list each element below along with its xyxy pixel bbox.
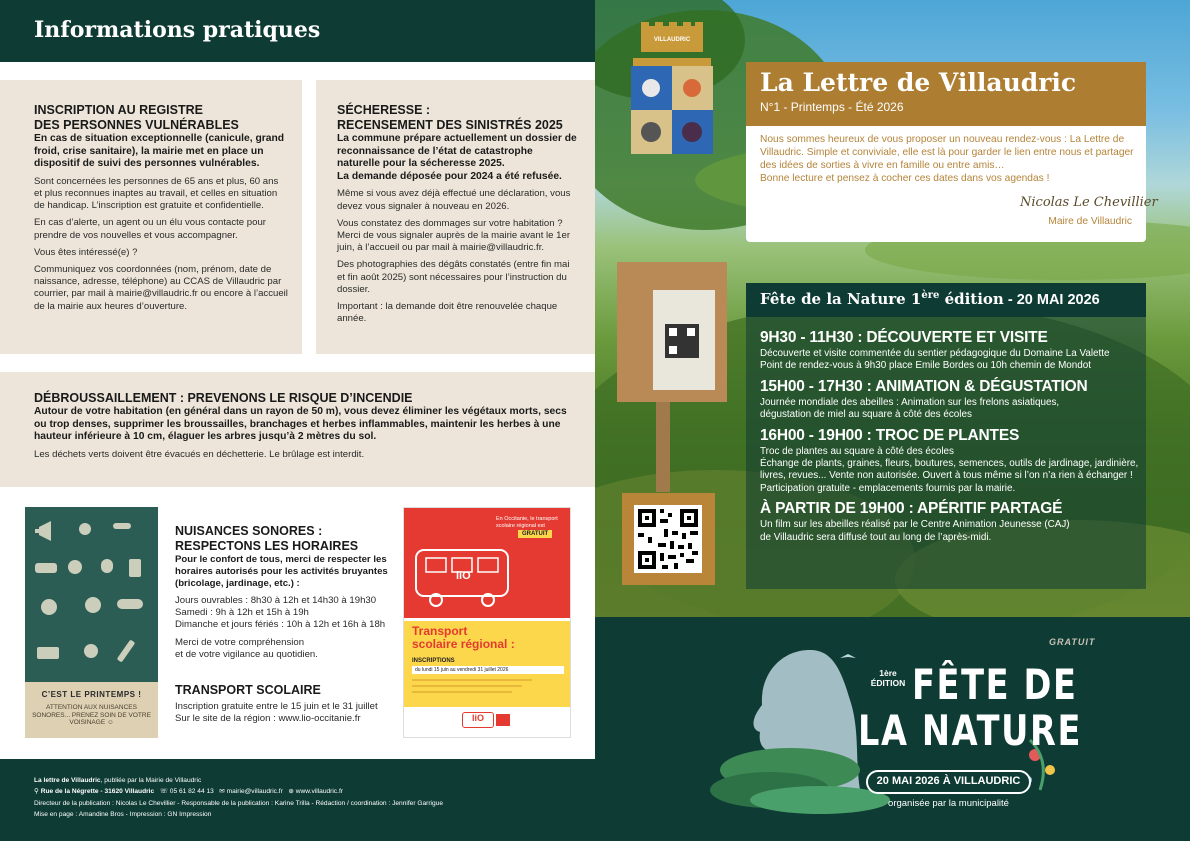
transport-p2: Sur le site de la région : www.lio-occitanie.fr: [175, 713, 361, 725]
secheresse-lead-1: La commune prépare actuellement un dossier de reconnaissance de l’état de catastrophe naturelle pour la sécheresse 2025.: [337, 133, 577, 170]
event-title: À PARTIR DE 19H00 : APÉRITIF PARTAGÉ: [760, 500, 1063, 518]
debroussaillement-p1: Les déchets verts doivent être évacués en déchetterie. Le brûlage est interdit.: [34, 448, 365, 460]
crest-name: VILLAUDRIC: [653, 37, 691, 43]
first-edition-number: 1ère: [879, 668, 897, 678]
secheresse-p2: Vous constatez des dommages sur votre habitation ? Merci de vous signaler auprès de la mairie avant le 1er juin, à l’accueil ou par mail à mairie@villaudric.fr.: [337, 217, 571, 254]
poster-title-1: Transport: [412, 624, 468, 638]
nuisances-banner-title: C’EST LE PRINTEMPS !: [41, 690, 142, 699]
registre-heading-1: INSCRIPTION AU REGISTRE: [34, 103, 203, 117]
fete-heading-edition: édition: [939, 290, 1004, 308]
nuisances-heading-2: RESPECTONS LES HORAIRES: [175, 539, 359, 553]
event-line: Troc de plantes au square à côté des écoles: [760, 445, 954, 457]
lettre-p2: Bonne lecture et pensez à cocher ces dates dans vos agendas !: [760, 172, 1050, 184]
debroussaillement-lead: Autour de votre habitation (en général dans un rayon de 50 m), vous devez éliminer les végétaux morts, secs ou trop denses, supprimer les broussailles, branchages et herbes inflammables, maintenir les herbes à une hauteur inférieure à 10 cm, élaguer les arbres jusqu’à 2 mètres du sol.: [34, 406, 567, 443]
lettre-title: La Lettre de Villaudric: [760, 68, 1077, 97]
nuisances-thanks-1: Merci de votre compréhension: [175, 636, 305, 648]
first-edition-label: ÉDITION: [870, 678, 906, 688]
page-title: Informations pratiques: [34, 17, 321, 43]
organise-text: organisée par la municipalité: [888, 798, 1009, 809]
footer-address: Rue de la Négrette - 31620 Villaudric: [40, 788, 155, 796]
secheresse-heading-2: RECENSEMENT DES SINISTRÉS 2025: [337, 118, 563, 132]
poster-free-badge: GRATUIT: [518, 530, 552, 538]
globe-icon: ⊕: [288, 788, 294, 796]
lettre-signature: Nicolas Le Chevillier: [1020, 195, 1158, 210]
registre-heading-2: DES PERSONNES VULNÉRABLES: [34, 118, 239, 132]
nuisances-thanks-2: et de votre vigilance au quotidien.: [175, 648, 318, 660]
event-description: [760, 519, 1142, 544]
footer-line-3: Directeur de la publication : Nicolas Le Chevillier - Responsable de la publication : Karine Trilla - Rédaction / coordination : Jennifer Garrigue: [34, 799, 444, 807]
event-title: 9H30 - 11H30 : DÉCOUVERTE ET VISITE: [760, 329, 1048, 346]
event-item: [760, 377, 1142, 422]
poster-inscriptions-dates: du lundi 15 juin au vendredi 31 juillet 2026: [412, 666, 564, 674]
event-description: [760, 397, 1142, 422]
poster-top-text: En Occitanie, le transport scolaire régional est: [496, 516, 558, 529]
event-item: [760, 328, 1142, 373]
event-title: 15H00 - 17H30 : ANIMATION & DÉGUSTATION: [760, 377, 1088, 395]
transport-section: [175, 683, 390, 725]
phone-icon: ☏: [159, 788, 168, 796]
footer-publisher: , publiée par la Mairie de Villaudric: [100, 777, 202, 784]
footer-phone: 05 61 82 44 13: [169, 788, 214, 796]
secheresse-p4: Important : la demande doit être renouvelée chaque année.: [337, 301, 558, 325]
transport-poster: [403, 507, 571, 738]
wooden-sign-post: [617, 262, 727, 402]
poster-title-2: scolaire régional :: [412, 637, 515, 651]
mail-icon: ✉: [219, 788, 225, 796]
nuisances-hours-saturday: Samedi : 9h à 12h et 15h à 19h: [175, 607, 309, 619]
first-edition-badge: [868, 668, 908, 688]
flower-icon: [1045, 765, 1055, 775]
hammer-icon: [79, 523, 91, 535]
lettre-role: Maire de Villaudric: [1048, 216, 1132, 227]
lettre-text: [760, 134, 1136, 186]
noise-icons-grid: [25, 507, 158, 682]
chainsaw-icon: [84, 644, 98, 658]
bird-icon: [840, 654, 856, 658]
registre-p2: En cas d’alerte, un agent ou un élu vous contacte pour prendre de vos nouvelles et vous accompagner.: [34, 217, 267, 241]
nuisances-banner: [25, 682, 158, 738]
nuisances-lead: Pour le confort de tous, merci de respecter les horaires autorisés pour les activités bruyantes (bricolage, jardinage, etc.) :: [175, 554, 388, 589]
secheresse-p1: Même si vous avez déjà effectué une déclaration, vous devez vous signaler à nouveau en 2026.: [337, 188, 571, 212]
drill-icon: [68, 560, 82, 574]
nuisances-hours-sunday: Dimanche et jours fériés : 10h à 12h et 16h à 18h: [175, 619, 386, 631]
event-line: Point de rendez-vous à 9h30 place Emile Bordes ou 10h chemin de Mondot: [760, 360, 1092, 372]
poster-divider: [412, 679, 532, 681]
event-line: Découverte et visite commentée du sentier pédagogique du Domaine La Valette: [760, 348, 1110, 359]
event-line: Un film sur les abeilles réalisé par le Centre Animation Jeunesse (CAJ): [760, 519, 1070, 531]
registre-section: [34, 103, 288, 313]
fete-heading-sup: ère: [921, 290, 940, 301]
poster-bottom-brand: liO: [462, 712, 494, 728]
poster-divider: [412, 685, 522, 687]
trimmer-icon: [117, 639, 136, 662]
event-line: Journée mondiale des abeilles : Animation sur les frelons asiatiques,: [760, 396, 1060, 408]
nuisances-heading-1: NUISANCES SONORES :: [175, 524, 323, 538]
secheresse-lead-2: La demande déposée pour 2024 a été refusée.: [337, 170, 562, 182]
registre-p1: Sont concernées les personnes de 65 ans et plus, 60 ans et plus reconnues inaptes au travail, et celles en situation de handicap. L’inscription est gratuite et confidentielle.: [34, 175, 279, 212]
motorbike-icon: [117, 599, 143, 609]
poster-inscriptions: INSCRIPTIONS: [412, 658, 455, 664]
poster-info-area: [404, 621, 571, 707]
transport-p1: Inscription gratuite entre le 15 juin et le 31 juillet: [175, 701, 378, 712]
event-title: 16H00 - 19H00 : TROC DE PLANTES: [760, 426, 1020, 444]
car-icon: [35, 563, 57, 573]
secheresse-heading-1: SÉCHERESSE :: [337, 103, 431, 117]
event-item: [760, 426, 1142, 496]
footer-publication-name: La lettre de Villaudric: [34, 777, 101, 784]
megaphone-icon: [35, 521, 51, 541]
logo-title-line-1: FÊTE DE: [912, 660, 1078, 709]
speaker-icon: [129, 559, 141, 577]
transport-heading: TRANSPORT SCOLAIRE: [175, 683, 321, 697]
secheresse-section: [337, 103, 577, 325]
registre-p3: Vous êtes intéressé(e) ?: [34, 246, 138, 258]
dog-icon: [41, 599, 57, 615]
footer-line-4: Mise en page : Amandine Bros - Impression : GN Impression: [34, 810, 212, 818]
lawnmower-icon: [37, 647, 59, 659]
event-description: [760, 348, 1142, 373]
nuisances-banner-text: ATTENTION AUX NUISANCES SONORES... PRENEZ SOIN DE VOTRE VOISINAGE ☺: [32, 704, 151, 726]
fete-heading-date: - 20 MAI 2026: [1003, 292, 1100, 308]
event-description: [760, 446, 1142, 496]
lettre-subtitle: N°1 - Printemps - Été 2026: [760, 100, 904, 114]
fete-heading: [760, 290, 1100, 308]
registre-p4: Communiquez vos coordonnées (nom, prénom, date de naissance, adresse, téléphone) au CCAS de Villaudric par courrier, par mail à mairie@villaudric.fr ou encore à l’accueil de la mairie aux heures d’ouverture.: [34, 264, 288, 312]
event-line: dégustation de miel au square à côté des écoles: [760, 409, 972, 421]
nuisances-illustration: [25, 507, 158, 738]
footer-web[interactable]: www.villaudric.fr: [295, 788, 343, 796]
sign-post-pole: [656, 402, 670, 492]
event-line: Échange de plants, graines, fleurs, boutures, semences, outils de jardinage, jardinière, livres, revues... Vente non autorisée. Ouvert à tous même si l’on n’a rien à échanger ! Participation gratuite - emplacements fournis par la mairie.: [760, 458, 1139, 494]
debroussaillement-heading: DÉBROUSSAILLEMENT : PREVENONS LE RISQUE D’INCENDIE: [34, 391, 413, 405]
location-pin-icon: ⚲: [34, 788, 39, 796]
date-pill-text: 20 MAI 2026 À VILLAUDRIC: [876, 775, 1021, 787]
event-item: [760, 499, 1142, 544]
qr-code-icon[interactable]: [634, 505, 702, 573]
gratuit-label: GRATUIT: [1049, 637, 1096, 647]
poster-brand: liO: [456, 570, 471, 582]
footer-line-1: [34, 775, 574, 786]
bell-icon: [101, 559, 113, 573]
debroussaillement-section: [34, 391, 574, 461]
poster-divider: [412, 691, 512, 693]
footer-mail[interactable]: mairie@villaudric.fr: [226, 788, 283, 796]
trumpet-icon: [113, 523, 131, 529]
footer-line-2: [34, 786, 574, 797]
lettre-p1: Nous sommes heureux de vous proposer un nouveau rendez-vous : La Lettre de Villaudric. Simple et conviviale, elle est là pour garder le lien entre nous et partager des idées de sorties à vivre en famille ou entre amis…: [760, 134, 1134, 171]
region-logo-icon: [496, 714, 510, 726]
person-shouting-icon: [85, 597, 101, 613]
event-line: de Villaudric sera diffusé tout au long de l’après-midi.: [760, 531, 992, 543]
nuisances-section: [175, 524, 390, 661]
nuisances-hours-weekday: Jours ouvrables : 8h30 à 12h et 14h30 à 19h30: [175, 595, 377, 606]
fete-events: [760, 328, 1142, 548]
poster-top-red: [404, 508, 571, 618]
fete-heading-main: Fête de la Nature 1: [760, 290, 922, 308]
footer-text: [34, 775, 574, 820]
secheresse-p3: Des photographies des dégâts constatés (entre fin mai et fin août 2025) sont nécessaires pour l’instruction du dossier.: [337, 259, 570, 295]
registre-lead: En cas de situation exceptionnelle (canicule, grand froid, crise sanitaire), la mairie met en place un dispositif de suivi des personnes vulnérables.: [34, 133, 285, 170]
logo-title-line-2: LA NATURE: [858, 706, 1083, 755]
